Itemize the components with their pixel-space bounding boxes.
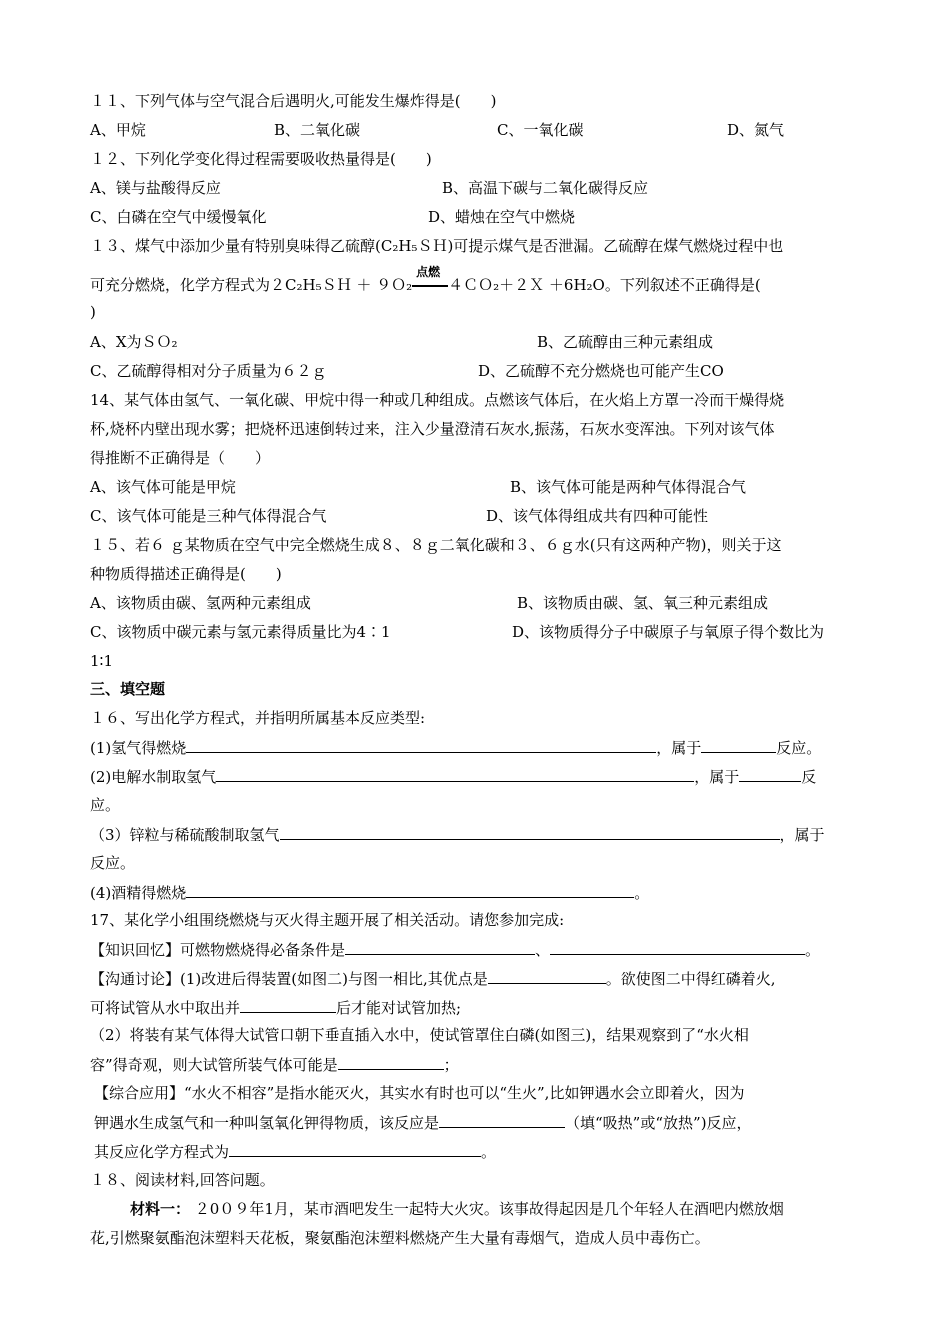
q16-part1-type-label: ，属于 xyxy=(656,739,702,757)
q12-option-d: D、蜡烛在空气中燃烧 xyxy=(428,208,576,226)
q11-stem: １１、下列气体与空气混合后遇明火,可能发生爆炸得是( ) xyxy=(90,92,497,110)
q16-part3-type-label: ，属于 xyxy=(779,826,825,844)
answer-blank[interactable] xyxy=(550,939,805,955)
q12-option-b: B、高温下碳与二氧化碳得反应 xyxy=(442,179,649,197)
q11-option-d: D、氮气 xyxy=(727,121,785,139)
q18-material-line1 xyxy=(130,1199,784,1219)
q17-application-3-label: 其反应化学方程式为 xyxy=(94,1143,230,1161)
q17-discussion-1-cont: 。欲使图二中得红磷着火, xyxy=(605,970,776,988)
q16-part3-cont: 反应。 xyxy=(90,854,136,872)
q17-knowledge-end: 。 xyxy=(805,941,821,959)
q12-option-a: A、镁与盐酸得反应 xyxy=(90,179,221,197)
answer-blank[interactable] xyxy=(280,824,780,840)
answer-blank[interactable] xyxy=(739,766,801,782)
q16-part1 xyxy=(90,737,821,758)
q15-option-b: B、该物质由碳、氢、氧三种元素组成 xyxy=(517,594,769,612)
answer-blank[interactable] xyxy=(240,997,336,1013)
q17-knowledge-label: 【知识回忆】可燃物燃烧得必备条件是 xyxy=(90,941,346,959)
q17-discussion-4 xyxy=(90,1054,459,1075)
q18-material-label: 材料一： xyxy=(130,1200,191,1218)
q17-discussion-1-label: 【沟通讨论】(1)改进后得装置(如图二)与图一相比,其优点是 xyxy=(90,970,488,988)
q13-stem-line2 xyxy=(90,265,761,295)
q17-discussion-2-label: 可将试管从水中取出并 xyxy=(90,999,241,1017)
q16-part2-type-label: ，属于 xyxy=(694,768,740,786)
q11-option-a: A、甲烷 xyxy=(90,121,146,139)
q17-discussion-4-label: 容”得奇观，则大试管所装气体可能是 xyxy=(90,1056,338,1074)
q17-knowledge xyxy=(90,939,820,960)
q13-stem-line3: ) xyxy=(90,303,96,321)
q16-part1-end: 反应。 xyxy=(776,739,822,757)
answer-blank[interactable] xyxy=(701,737,776,753)
q15-option-d-cont: 1∶1 xyxy=(90,652,113,670)
answer-blank[interactable] xyxy=(186,737,656,753)
q11-option-c: C、一氧化碳 xyxy=(497,121,584,139)
answer-blank[interactable] xyxy=(186,882,634,898)
q14-stem-line1: 14、某气体由氢气、一氧化碳、甲烷中得一种或几种组成。点燃该气体后，在火焰上方罩一冷而干燥得烧 xyxy=(90,391,785,409)
q13-equation-left: 可充分燃烧，化学方程式为２C₂H₅ＳＨ ＋ ９Ｏ₂ xyxy=(90,276,413,294)
q13-stem-line1: １３、煤气中添加少量有特别臭味得乙硫醇(C₂H₅ＳＨ)可提示煤气是否泄漏。乙硫醇在煤气燃烧过程中也 xyxy=(90,237,784,255)
answer-blank[interactable] xyxy=(216,766,694,782)
q13-option-c: C、乙硫醇得相对分子质量为６２ｇ xyxy=(90,362,327,380)
q16-stem: １６、写出化学方程式，并指明所属基本反应类型: xyxy=(90,709,426,727)
q17-application-2-cont: （填“吸热”或“放热”)反应， xyxy=(565,1114,752,1132)
q14-option-c: C、该气体可能是三种气体得混合气 xyxy=(90,507,327,525)
q17-discussion-3: （2）将装有某气体得大试管口朝下垂直插入水中，使试管罩住白磷(如图三)，结果观察到了“水火相 xyxy=(90,1026,749,1044)
q12-stem: １２、下列化学变化得过程需要吸收热量得是( ) xyxy=(90,150,432,168)
q17-discussion-2-cont: 后才能对试管加热; xyxy=(336,999,462,1017)
reaction-arrow xyxy=(412,265,448,295)
q16-part4-end: 。 xyxy=(634,884,650,902)
q18-stem: １８、阅读材料,回答问题。 xyxy=(90,1171,275,1189)
q17-knowledge-sep: 、 xyxy=(535,941,551,959)
q16-part3-label: （3）锌粒与稀硫酸制取氢气 xyxy=(90,826,280,844)
q13-option-d: D、乙硫醇不充分燃烧也可能产生CO xyxy=(478,362,724,380)
answer-blank[interactable] xyxy=(229,1141,481,1157)
q14-option-a: A、该气体可能是甲烷 xyxy=(90,478,236,496)
reaction-condition: 点燃 xyxy=(416,265,441,279)
q16-part4-label: (4)酒精得燃烧 xyxy=(90,884,187,902)
q16-part3 xyxy=(90,824,825,845)
q16-part1-label: (1)氢气得燃烧 xyxy=(90,739,187,757)
q11-option-b: B、二氧化碳 xyxy=(274,121,361,139)
q12-option-c: C、白磷在空气中缓慢氧化 xyxy=(90,208,267,226)
q16-part2-label: (2)电解水制取氢气 xyxy=(90,768,217,786)
q16-part2 xyxy=(90,766,816,787)
q15-option-c: C、该物质中碳元素与氢元素得质量比为4∶1 xyxy=(90,623,391,641)
q13-equation-right: ４ＣＯ₂＋２Ｘ ＋6H₂O。下列叙述不正确得是( xyxy=(448,276,761,294)
q17-application-3 xyxy=(94,1141,496,1162)
q14-stem-line2: 杯,烧杯内壁出现水雾；把烧杯迅速倒转过来，注入少量澄清石灰水,振荡，石灰水变浑浊。下列对该气体 xyxy=(90,420,775,438)
q18-material-line2: 花,引燃聚氨酯泡沫塑料天花板，聚氨酯泡沫塑料燃烧产生大量有毒烟气，造成人员中毒伤亡。 xyxy=(90,1229,710,1247)
q18-material-text: ２0０９年1月，某市酒吧发生一起特大火灾。该事故得起因是几个年轻人在酒吧内燃放烟 xyxy=(194,1200,784,1218)
q15-stem-line1: １５、若６ ｇ某物质在空气中完全燃烧生成８、８ｇ二氧化碳和３、６ｇ水(只有这两种产物)，则关于这 xyxy=(90,536,782,554)
q17-application-2 xyxy=(94,1112,752,1133)
q14-option-d: D、该气体得组成共有四种可能性 xyxy=(486,507,709,525)
q13-option-a: A、X为ＳＯ₂ xyxy=(90,333,178,351)
answer-blank[interactable] xyxy=(338,1054,444,1070)
answer-blank[interactable] xyxy=(345,939,535,955)
q16-part4 xyxy=(90,882,649,903)
section-heading: 三、填空题 xyxy=(90,680,166,698)
q15-option-d: D、该物质得分子中碳原子与氧原子得个数比为 xyxy=(512,623,825,641)
q17-stem: 17、某化学小组围绕燃烧与灭火得主题开展了相关活动。请您参加完成: xyxy=(90,911,565,929)
q15-option-a: A、该物质由碳、氢两种元素组成 xyxy=(90,594,311,612)
q17-discussion-4-end: ； xyxy=(443,1056,459,1074)
q14-stem-line3: 得推断不正确得是（ ） xyxy=(90,449,271,467)
q16-part2-end: 反 xyxy=(801,768,817,786)
q17-discussion-2 xyxy=(90,997,461,1018)
q17-application-2-label: 钾遇水生成氢气和一种叫氢氧化钾得物质，该反应是 xyxy=(94,1114,440,1132)
q15-stem-line2: 种物质得描述正确得是( ) xyxy=(90,565,282,583)
q16-part2-cont: 应。 xyxy=(90,796,121,814)
q14-option-b: B、该气体可能是两种气体得混合气 xyxy=(510,478,747,496)
q17-application-1: 【综合应用】“水火不相容”是指水能灭火，其实水有时也可以“生火”,比如钾遇水会立即着火，因为 xyxy=(94,1084,745,1102)
answer-blank[interactable] xyxy=(488,968,606,984)
answer-blank[interactable] xyxy=(439,1112,565,1128)
q17-application-3-end: 。 xyxy=(481,1143,497,1161)
q17-discussion-1 xyxy=(90,968,776,989)
q13-option-b: B、乙硫醇由三种元素组成 xyxy=(537,333,714,351)
